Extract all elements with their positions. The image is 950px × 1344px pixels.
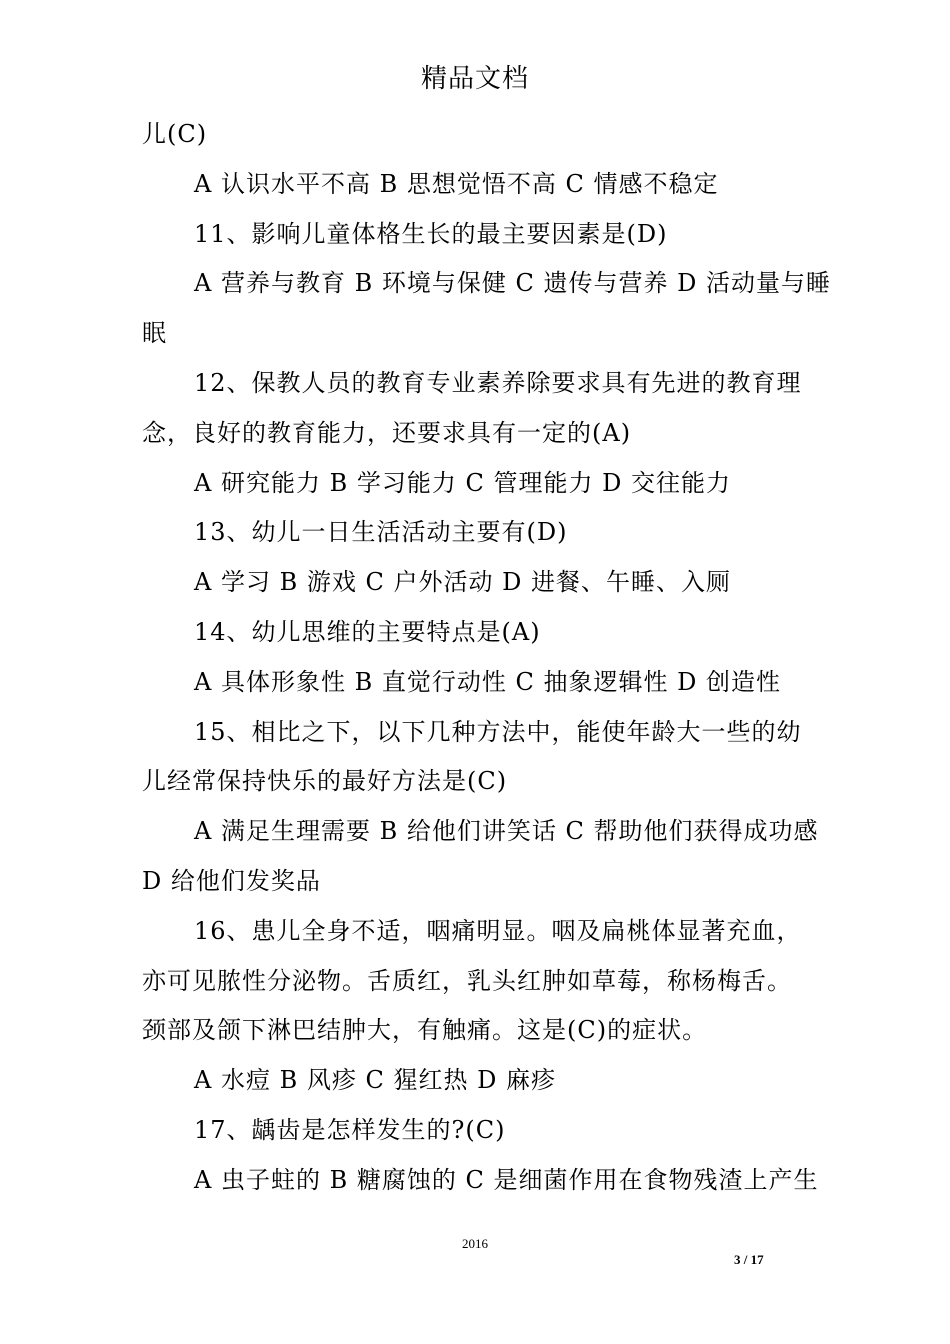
text-line: A 具体形象性 B 直觉行动性 C 抽象逻辑性 D 创造性 xyxy=(194,667,781,696)
text-line: A 营养与教育 B 环境与保健 C 遗传与营养 D 活动量与睡 xyxy=(194,269,831,298)
text-line: 13、幼儿一日生活活动主要有(D) xyxy=(194,518,568,547)
text-line: A 水痘 B 风疹 C 猩红热 D 麻疹 xyxy=(194,1066,556,1095)
text-line: 17、龋齿是怎样发生的?(C) xyxy=(194,1115,506,1144)
document-body xyxy=(142,110,831,1206)
text-line: 儿(C) xyxy=(142,120,208,148)
page-header-title: 精品文档 xyxy=(420,64,529,94)
text-line: 16、患儿全身不适，咽痛明显。咽及扁桃体显著充血， xyxy=(194,916,802,945)
text-line: 11、影响儿童体格生长的最主要因素是(D) xyxy=(194,219,668,248)
text-line: A 研究能力 B 学习能力 C 管理能力 D 交往能力 xyxy=(194,468,731,497)
text-line: A 学习 B 游戏 C 户外活动 D 进餐、午睡、入厕 xyxy=(194,568,731,597)
text-line: 15、相比之下，以下几种方法中，能使年龄大一些的幼 xyxy=(194,717,802,746)
text-line: 14、幼儿思维的主要特点是(A) xyxy=(194,617,541,646)
text-line: 亦可见脓性分泌物。舌质红，乳头红肿如草莓，称杨梅舌。 xyxy=(142,966,792,995)
text-line: A 虫子蛀的 B 糖腐蚀的 C 是细菌作用在食物残渣上产生 xyxy=(194,1165,819,1194)
text-line: A 满足生理需要 B 给他们讲笑话 C 帮助他们获得成功感 xyxy=(194,817,819,846)
text-line: 眠 xyxy=(142,319,167,348)
text-line: 颈部及颌下淋巴结肿大，有触痛。这是(C)的症状。 xyxy=(142,1016,708,1045)
footer-year: 2016 xyxy=(462,1236,488,1251)
text-line: 念，良好的教育能力，还要求具有一定的(A) xyxy=(142,418,632,447)
text-line: A 认识水平不高 B 思想觉悟不高 C 情感不稳定 xyxy=(194,169,719,198)
text-line: 儿经常保持快乐的最好方法是(C) xyxy=(142,767,508,796)
text-line: 12、保教人员的教育专业素养除要求具有先进的教育理 xyxy=(194,368,802,397)
text-line: D 给他们发奖品 xyxy=(142,866,321,895)
page-number: 3 / 17 xyxy=(734,1252,764,1267)
